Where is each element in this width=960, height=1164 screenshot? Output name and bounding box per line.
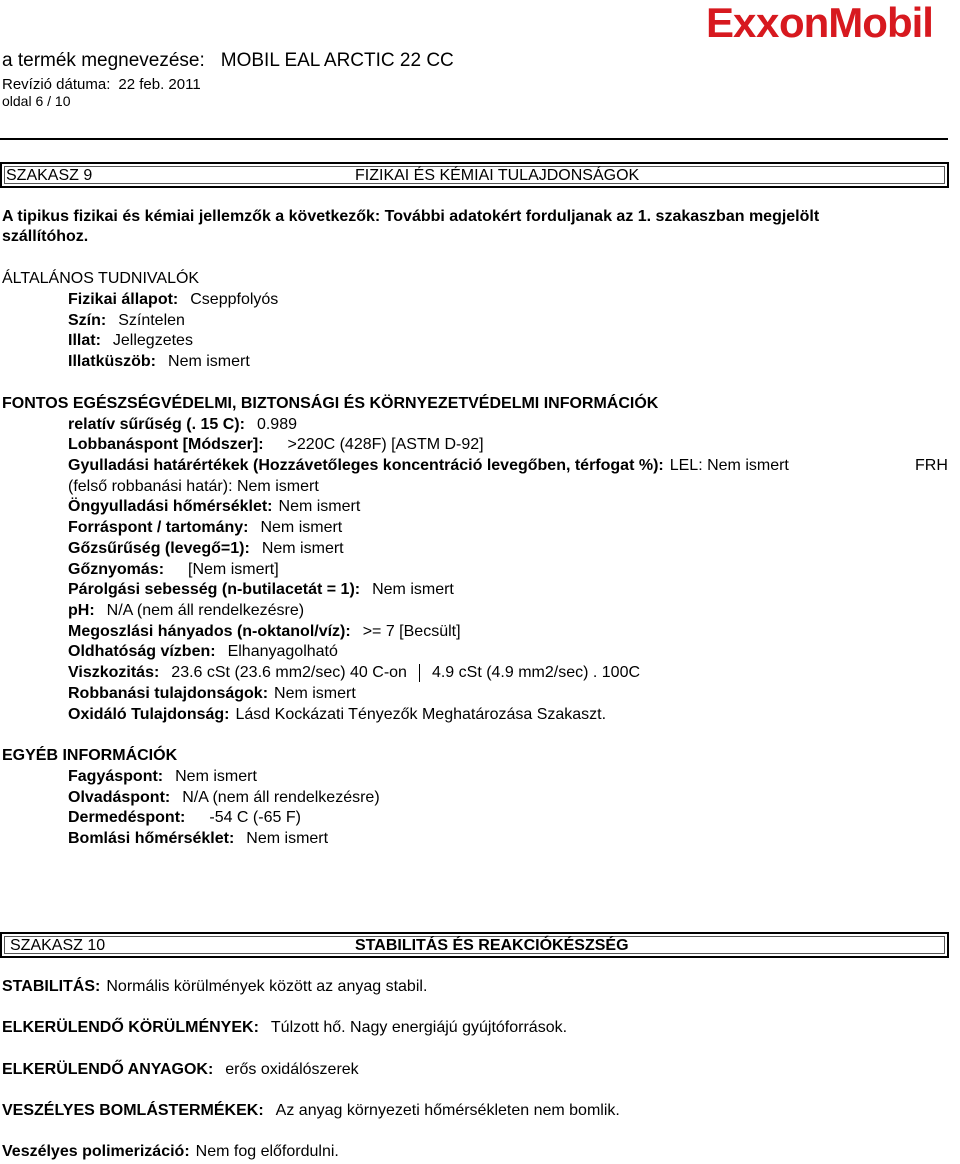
intro-text-1: A tipikus fizikai és kémiai jellemzők a következők: További adatokért forduljanak az 1. szakaszban megjelölt bbox=[2, 208, 820, 225]
solubility-label: Oldhatóság vízben: bbox=[68, 643, 216, 660]
flammability-cont: (felső robbanási határ): Nem ismert bbox=[68, 478, 319, 495]
decomposition-temp-row bbox=[68, 830, 328, 848]
odor-value: Jellegzetes bbox=[112, 332, 193, 349]
oxidizing-value: Lásd Kockázati Tényezők Meghatározása Szakaszt. bbox=[235, 706, 607, 723]
color-row bbox=[68, 312, 185, 330]
autoignition-value: Nem ismert bbox=[278, 498, 361, 515]
svg-text:E: E bbox=[706, 0, 734, 46]
pour-point-label: Dermedéspont: bbox=[68, 809, 186, 826]
product-name-line bbox=[2, 50, 454, 72]
viscosity-value-40c: 23.6 cSt (23.6 mm2/sec) 40 C-on bbox=[171, 664, 407, 682]
vapor-pressure-row bbox=[68, 561, 279, 579]
physical-state-value: Cseppfolyós bbox=[190, 291, 279, 308]
section-10-header bbox=[0, 932, 949, 958]
hazardous-decomp-label: VESZÉLYES BOMLÁSTERMÉKEK: bbox=[2, 1102, 264, 1119]
partition-row bbox=[68, 623, 461, 641]
odor-threshold-value: Nem ismert bbox=[168, 353, 250, 370]
section-10-title: STABILITÁS ÉS REAKCIÓKÉSZSÉG bbox=[355, 937, 629, 954]
svg-text:x: x bbox=[756, 0, 779, 46]
page-number: oldal 6 / 10 bbox=[2, 93, 71, 109]
color-label: Szín: bbox=[68, 312, 107, 329]
polymerization-row bbox=[2, 1143, 339, 1161]
materials-avoid-row bbox=[2, 1061, 359, 1079]
boiling-value: Nem ismert bbox=[260, 519, 343, 536]
other-heading: EGYÉB INFORMÁCIÓK bbox=[2, 747, 178, 764]
odor-label: Illat: bbox=[68, 332, 101, 349]
decomposition-temp-label: Bomlási hőmérséklet: bbox=[68, 830, 235, 847]
intro-text-2: szállítóhoz. bbox=[2, 228, 89, 245]
flammability-label: Gyulladási határértékek (Hozzávetőleges koncentráció levegőben, térfogat %): bbox=[68, 457, 664, 474]
flammability-row bbox=[68, 457, 789, 475]
explosive-label: Robbanási tulajdonságok: bbox=[68, 685, 269, 702]
safety-heading: FONTOS EGÉSZSÉGVÉDELMI, BIZTONSÁGI ÉS KÖRNYEZETVÉDELMI INFORMÁCIÓK bbox=[2, 395, 659, 412]
density-value: 0.989 bbox=[256, 416, 297, 433]
odor-threshold-label: Illatküszöb: bbox=[68, 353, 157, 370]
revision-date: 22 feb. 2011 bbox=[118, 76, 201, 93]
vapor-pressure-value: [Nem ismert] bbox=[188, 561, 279, 578]
hazardous-decomp-row bbox=[2, 1102, 620, 1120]
stability-label: STABILITÁS: bbox=[2, 978, 101, 995]
svg-text:x: x bbox=[733, 0, 756, 46]
evaporation-label: Párolgási sebesség (n-butilacetát = 1): bbox=[68, 581, 361, 598]
pour-point-row bbox=[68, 809, 301, 827]
section-9-header bbox=[0, 162, 949, 188]
flash-point-value: >220C (428F) [ASTM D-92] bbox=[287, 436, 484, 453]
vapor-density-label: Gőzsűrűség (levegő=1): bbox=[68, 540, 250, 557]
evaporation-row bbox=[68, 581, 454, 599]
section-10-number: SZAKASZ 10 bbox=[10, 937, 106, 954]
hazardous-decomp-value: Az anyag környezeti hőmérsékleten nem bomlik. bbox=[275, 1102, 620, 1119]
autoignition-label: Öngyulladási hőmérséklet: bbox=[68, 498, 273, 515]
section-9-title: FIZIKAI ÉS KÉMIAI TULAJDONSÁGOK bbox=[355, 167, 640, 184]
density-row bbox=[68, 416, 297, 434]
conditions-avoid-row bbox=[2, 1019, 567, 1037]
conditions-avoid-label: ELKERÜLENDŐ KÖRÜLMÉNYEK: bbox=[2, 1019, 259, 1036]
flammability-value-frh: FRH bbox=[915, 457, 948, 474]
density-label: relatív sűrűség (. 15 C): bbox=[68, 416, 245, 433]
ph-row bbox=[68, 602, 304, 620]
decomposition-temp-value: Nem ismert bbox=[246, 830, 329, 847]
flammability-value: LEL: Nem ismert bbox=[669, 457, 789, 474]
section-9-number: SZAKASZ 9 bbox=[6, 167, 93, 184]
physical-state-row bbox=[68, 291, 278, 309]
explosive-value: Nem ismert bbox=[274, 685, 356, 702]
solubility-value: Elhanyagolható bbox=[227, 643, 338, 660]
header-divider bbox=[0, 138, 948, 140]
conditions-avoid-value: Túlzott hő. Nagy energiájú gyújtóforrások. bbox=[270, 1019, 568, 1036]
product-name: MOBIL EAL ARCTIC 22 CC bbox=[220, 50, 454, 71]
product-label: a termék megnevezése: bbox=[2, 50, 205, 71]
polymerization-value: Nem fog előfordulni. bbox=[195, 1143, 339, 1160]
melting-label: Olvadáspont: bbox=[68, 789, 171, 806]
flash-point-label: Lobbanáspont [Módszer]: bbox=[68, 436, 264, 453]
oxidizing-row bbox=[68, 706, 606, 724]
viscosity-separator bbox=[419, 664, 420, 682]
freezing-label: Fagyáspont: bbox=[68, 768, 164, 785]
partition-label: Megoszlási hányados (n-oktanol/víz): bbox=[68, 623, 351, 640]
viscosity-row bbox=[68, 664, 640, 682]
melting-row bbox=[68, 789, 380, 807]
stability-row bbox=[2, 978, 427, 996]
boiling-row bbox=[68, 519, 342, 537]
melting-value: N/A (nem áll rendelkezésre) bbox=[182, 789, 380, 806]
autoignition-row bbox=[68, 498, 360, 516]
freezing-row bbox=[68, 768, 257, 786]
pour-point-value: -54 C (-65 F) bbox=[209, 809, 301, 826]
materials-avoid-label: ELKERÜLENDŐ ANYAGOK: bbox=[2, 1061, 214, 1078]
polymerization-label: Veszélyes polimerizáció: bbox=[2, 1143, 190, 1160]
materials-avoid-value: erős oxidálószerek bbox=[225, 1061, 359, 1078]
flash-point-row bbox=[68, 436, 484, 454]
exxonmobil-logo bbox=[706, 0, 960, 50]
odor-row bbox=[68, 332, 193, 350]
explosive-row bbox=[68, 685, 356, 703]
viscosity-value-100c: 4.9 cSt (4.9 mm2/sec) . 100C bbox=[431, 664, 641, 682]
svg-text:onMobil: onMobil bbox=[779, 0, 933, 46]
boiling-label: Forráspont / tartomány: bbox=[68, 519, 249, 536]
physical-state-label: Fizikai állapot: bbox=[68, 291, 179, 308]
vapor-density-row bbox=[68, 540, 344, 558]
partition-value: >= 7 [Becsült] bbox=[362, 623, 461, 640]
oxidizing-label: Oxidáló Tulajdonság: bbox=[68, 706, 230, 723]
color-value: Színtelen bbox=[118, 312, 185, 329]
viscosity-label: Viszkozitás: bbox=[68, 664, 160, 682]
solubility-row bbox=[68, 643, 338, 661]
freezing-value: Nem ismert bbox=[175, 768, 257, 785]
stability-value: Normális körülmények között az anyag stabil. bbox=[106, 978, 428, 995]
ph-label: pH: bbox=[68, 602, 95, 619]
vapor-density-value: Nem ismert bbox=[261, 540, 344, 557]
revision-line bbox=[2, 76, 201, 93]
revision-label: Revízió dátuma: bbox=[2, 76, 111, 93]
ph-value: N/A (nem áll rendelkezésre) bbox=[106, 602, 305, 619]
vapor-pressure-label: Gőznyomás: bbox=[68, 561, 165, 578]
odor-threshold-row bbox=[68, 353, 250, 371]
general-heading: ÁLTALÁNOS TUDNIVALÓK bbox=[2, 270, 200, 287]
evaporation-value: Nem ismert bbox=[372, 581, 454, 598]
